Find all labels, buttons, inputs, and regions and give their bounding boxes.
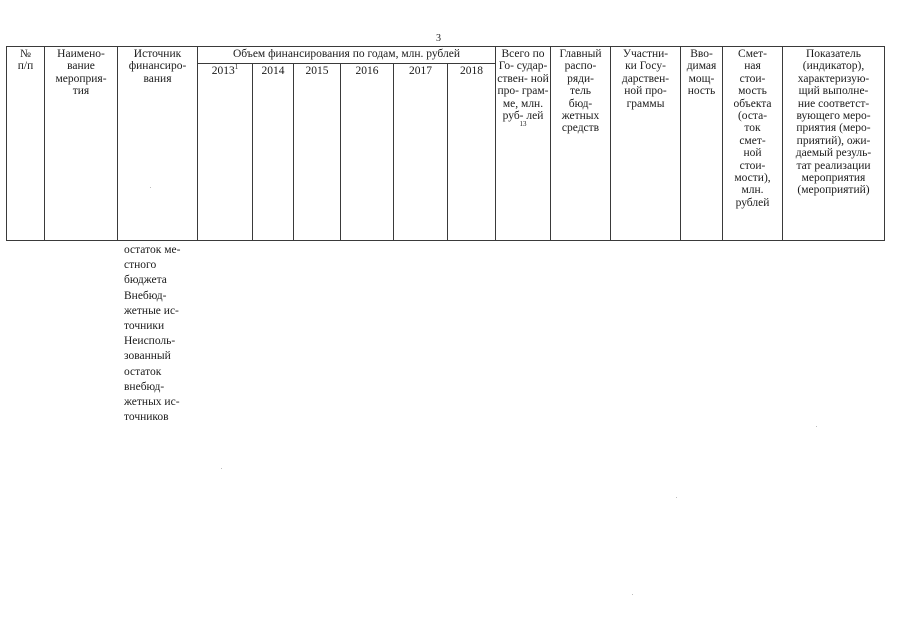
header-year-2013 [198,64,253,241]
scan-speck [816,426,817,427]
header-manager: Главный распо- ряди- тель бюд- жетных средств [551,47,611,241]
scan-speck [632,594,633,595]
program-funding-table [6,46,885,241]
header-year-2018 [448,64,496,241]
scan-speck [221,468,222,469]
year-label: 2017 [409,65,432,77]
header-year-2016 [341,64,394,241]
year-label: 2013 [211,65,235,77]
header-year-2017 [394,64,448,241]
year-label: 2014 [261,65,285,77]
header-year-2014 [253,64,294,241]
header-participants: Участни- ки Госу- дарствен- ной про- граммы [611,47,681,241]
header-source: Источник финансиро- вания [118,47,198,241]
header-total [496,47,551,241]
year-label: 2016 [355,65,379,77]
year-footnote: 1 [234,63,239,72]
page-number: 3 [436,33,441,44]
header-capacity: Вво- димая мощ- ность [681,47,723,241]
header-funding-group: Объем финансирования по годам, млн. рублей [198,47,496,64]
header-total-footnote: 13 [519,120,527,129]
scan-speck [150,187,151,188]
year-label: 2015 [305,65,329,77]
header-estimate: Смет- ная стои- мость объекта (оста- ток смет- ной стои- мости), млн. рублей [723,47,783,241]
header-name: Наимено- вание мероприя- тия [45,47,118,241]
scan-speck [676,497,677,498]
header-num: № п/п [7,47,45,241]
header-total-text: Всего по Го- судар- ствен- ной про- грам- ме, млн. руб- лей [497,48,549,123]
year-label: 2018 [460,65,483,77]
source-continuation-text: остаток ме- стного бюджета Внебюд- жетные ис- точники Неисполь- зованный остаток внебюд- жетных ис- точников [124,244,181,424]
header-year-2015 [294,64,341,241]
header-indicator: Показатель (индикатор), характеризую- щий выполне- ние соответст- вующего меро- приятия (меро- приятий), ожи- даемый резуль- тат реализации мероприятия (мероприятий) [783,47,885,241]
